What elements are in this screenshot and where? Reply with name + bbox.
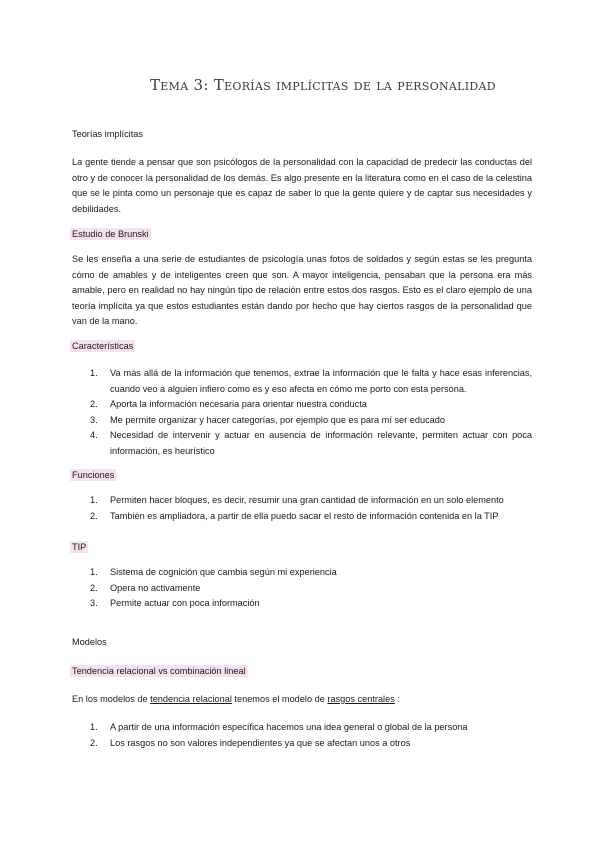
- heading-highlight: TIP: [72, 542, 87, 552]
- heading-highlight: Tendencia relacional vs combinación lineal: [72, 666, 246, 676]
- underlined-term: rasgos centrales: [327, 694, 395, 704]
- list-number: 2.: [90, 510, 98, 521]
- list-text: Los rasgos no son valores independientes ya que se afectan unos a otros: [110, 737, 411, 748]
- sentence-text: tenemos el modelo de: [231, 694, 328, 704]
- list-item: [72, 493, 532, 509]
- brunski-paragraph: Se les enseña a una serie de estudiantes de psicología unas fotos de soldados y según estas se les pregunta cómo de amables y de inteligentes creen que son. A mayor inteligencia, pensaban que la persona era más amable, pero en realidad no hay ningún tipo de relación entre estos dos rasgos. Esto es el claro ejemplo de una teoría implícita ya que estos estudiantes están dando por hecho que hay ciertos rasgos de la personalidad que van de la mano.: [72, 254, 532, 326]
- list-text: Me permite organizar y hacer categorías, por ejemplo que es para mí ser educado: [110, 414, 446, 425]
- list-number: 3.: [90, 414, 98, 425]
- list-item: [72, 428, 532, 459]
- list-number: 2.: [90, 399, 98, 409]
- list-item: [72, 596, 532, 612]
- list-item: [72, 736, 532, 752]
- section-heading-caracteristicas: [72, 340, 135, 353]
- list-text: Permiten hacer bloques, es decir, resumir una gran cantidad de información en un solo elemento: [110, 495, 504, 505]
- list-number: 1.: [90, 722, 98, 732]
- heading-highlight: Estudio de Brunski: [72, 229, 149, 239]
- list-number: 2.: [90, 582, 98, 593]
- list-text: Va más allá de la información que tenemos, extrae la información que le falta y hace esas inferencias, cuando veo a alguien infiero como es y eso afecta en cómo me porto con esta persona.: [110, 368, 532, 394]
- section-heading-modelos: Modelos: [72, 637, 107, 647]
- funciones-list: [72, 493, 532, 524]
- list-number: 1.: [90, 368, 98, 378]
- list-text: Permite actuar con poca información: [110, 598, 260, 608]
- list-item: [72, 366, 532, 397]
- sentence-text: :: [394, 694, 400, 704]
- list-text: Sistema de cognición que cambia según mi experiencia: [110, 567, 337, 577]
- page-title: Tema 3: Teorías implícitas de la personalidad: [150, 76, 496, 94]
- caracteristicas-list: [72, 366, 532, 459]
- list-number: 4.: [90, 430, 98, 440]
- section-heading-brunski: [72, 228, 151, 241]
- list-text: Aporta la información necesaria para orientar nuestra conducta: [110, 399, 367, 409]
- sentence-text: En los modelos de: [72, 694, 151, 704]
- modelos-sentence: [72, 693, 400, 706]
- list-text: A partir de una información específica hacemos una idea general o global de la persona: [110, 722, 468, 732]
- list-number: 3.: [90, 598, 98, 608]
- heading-highlight: Características: [72, 341, 134, 351]
- section-heading-teorias: Teorías implícitas: [72, 129, 143, 139]
- list-item: [72, 581, 532, 597]
- tip-list: [72, 565, 532, 612]
- list-item: [72, 509, 532, 525]
- list-number: 1.: [90, 495, 98, 505]
- list-number: 2.: [90, 737, 98, 748]
- list-item: [72, 397, 532, 413]
- list-item: [72, 413, 532, 429]
- modelos-list: [72, 720, 532, 751]
- section-heading-funciones: [72, 469, 116, 482]
- section-heading-tip: [72, 541, 88, 554]
- list-text: También es ampliadora, a partir de ella puedo sacar el resto de información contenida en la TIP: [110, 510, 499, 521]
- underlined-term: tendencia relacional: [150, 694, 232, 704]
- list-text: Necesidad de intervenir y actuar en ausencia de información relevante, permiten actuar con poca información, es heurístico: [110, 430, 532, 456]
- list-number: 1.: [90, 567, 98, 577]
- list-item: [72, 720, 532, 736]
- subheading-tendencia: [72, 665, 248, 678]
- intro-paragraph: La gente tiende a pensar que son psicólogos de la personalidad con la capacidad de predecir las conductas del otro y de conocer la personalidad de los demás. Es algo presente en la literatura como en el caso de la celestina que se le pinta como un personaje que es capaz de saber lo que la gente quiere y de captar sus necesidades y debilidades.: [72, 157, 532, 214]
- list-item: [72, 565, 532, 581]
- list-text: Opera no activamente: [110, 582, 201, 593]
- heading-highlight: Funciones: [72, 470, 115, 480]
